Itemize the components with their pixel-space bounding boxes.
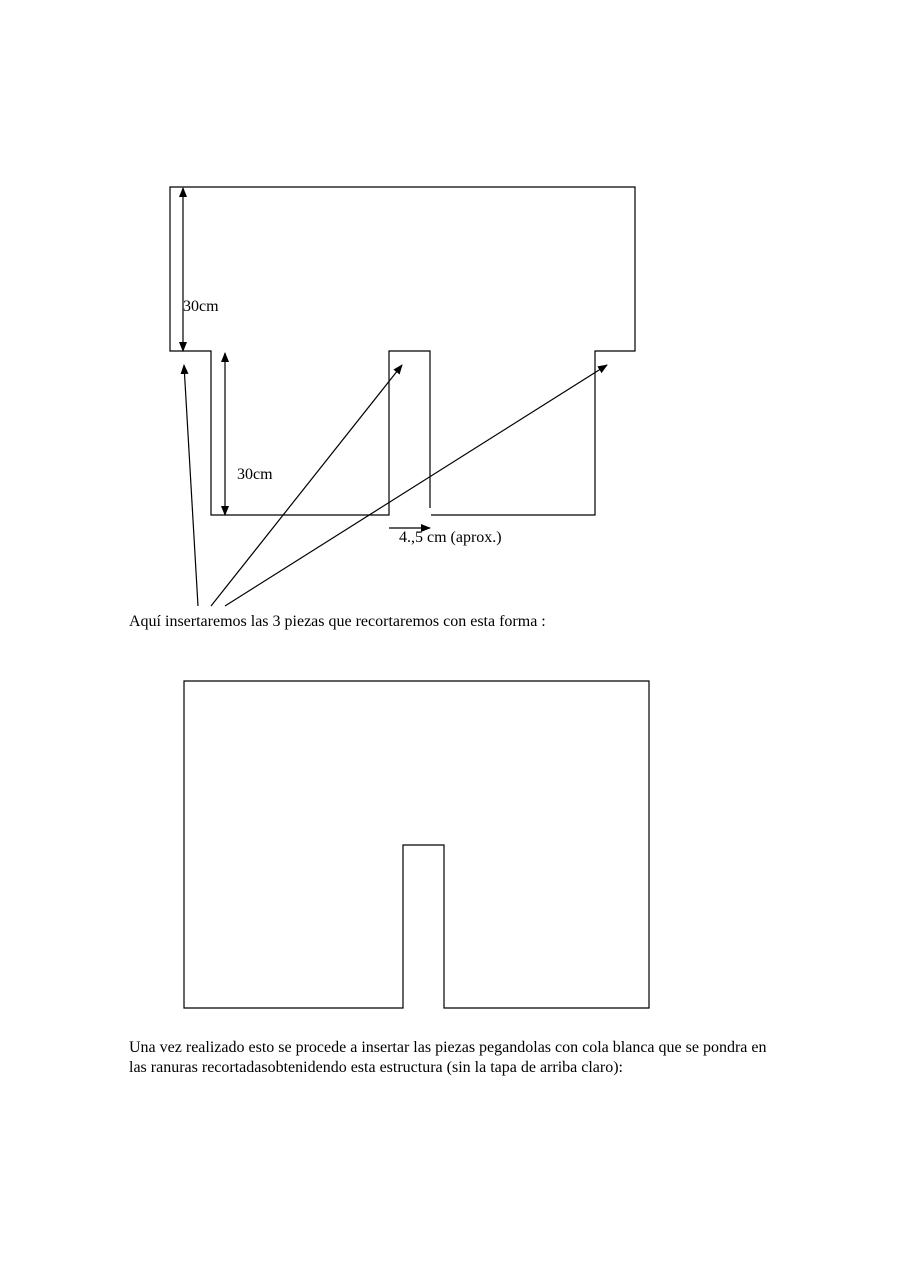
pointer-arrows: [184, 365, 607, 606]
dim-label-slot-width: 4.,5 cm (aprox.): [399, 529, 502, 546]
dim-label-leg-height: 30cm: [237, 466, 273, 483]
pointer-arrow-right-notch: [225, 365, 607, 606]
pointer-arrow-left-notch: [184, 365, 198, 606]
caption-paragraph: Aquí insertaremos las 3 piezas que recortaremos con esta forma :: [129, 613, 546, 630]
dim-label-top-height: 30cm: [183, 298, 219, 315]
dimension-arrows: [183, 188, 430, 528]
instruction-paragraph: Una vez realizado esto se procede a insertar las piezas pegandolas con cola blanca que se pondra en las ranuras recortadasobtenidendo esta estructura (sin la tapa de arriba claro):: [129, 1039, 767, 1076]
slotted-piece-figure: [184, 681, 649, 1008]
pointer-arrow-center-slot: [211, 365, 402, 606]
